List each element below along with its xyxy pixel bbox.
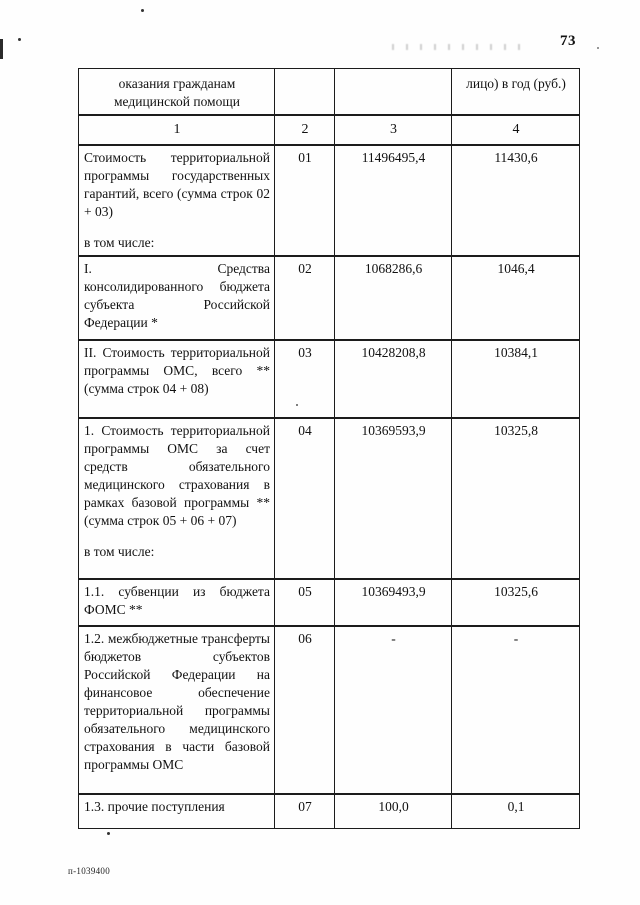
amount-total: 10428208,8	[335, 340, 452, 418]
line-number: 01	[275, 145, 335, 256]
row-sublabel: в том числе:	[84, 235, 155, 250]
amount-total: 1068286,6	[335, 256, 452, 340]
amount-total: 10369493,9	[335, 579, 452, 626]
header-col1: оказания гражданам медицинской помощи	[79, 69, 275, 116]
amount-total: 100,0	[335, 794, 452, 828]
scan-artifact	[392, 44, 532, 50]
row-label-cell	[79, 145, 275, 256]
line-number: 04	[275, 418, 335, 579]
amount-per-person: 1046,4	[452, 256, 580, 340]
header-col3	[335, 69, 452, 116]
row-sublabel: в том числе:	[84, 544, 155, 559]
amount-total: -	[335, 626, 452, 794]
table-row	[79, 418, 580, 579]
table-row	[79, 579, 580, 626]
amount-per-person: 11430,6	[452, 145, 580, 256]
row-label-cell	[79, 579, 275, 626]
row-label: I. Средства консолидированного бюджета субъекта Российской Федерации *	[84, 261, 270, 330]
page-number: 73	[560, 33, 576, 49]
line-number: 03	[275, 340, 335, 418]
amount-total: 11496495,4	[335, 145, 452, 256]
table-row	[79, 626, 580, 794]
row-label: 1.2. межбюджетные трансферты бюджетов субъектов Российской Федерации на финансовое обеспечение территориальной программы обязательного медицинского страхования в части базовой программы ОМС	[84, 631, 270, 772]
row-label: Стоимость территориальной программы государственных гарантий, всего (сумма строк 02 + 03)	[84, 150, 270, 219]
row-label-cell	[79, 256, 275, 340]
row-label: 1.3. прочие поступления	[84, 799, 225, 814]
table-row	[79, 794, 580, 828]
amount-per-person: -	[452, 626, 580, 794]
document-code: п-1039400	[68, 866, 111, 876]
amount-total: 10369593,9	[335, 418, 452, 579]
scan-artifact	[597, 47, 599, 49]
table-row	[79, 145, 580, 256]
row-label-cell	[79, 418, 275, 579]
row-label: II. Стоимость территориальной программы ОМС, всего ** (сумма строк 04 + 08)	[84, 345, 270, 396]
cost-table	[78, 68, 579, 829]
scan-artifact	[141, 9, 144, 12]
row-label-cell	[79, 794, 275, 828]
line-number: 02	[275, 256, 335, 340]
scan-artifact	[0, 39, 3, 59]
table-header-row	[79, 69, 580, 116]
col-number-1: 1	[79, 115, 275, 145]
table-row	[79, 340, 580, 418]
amount-per-person: 10325,6	[452, 579, 580, 626]
row-label-cell	[79, 626, 275, 794]
row-label-cell	[79, 340, 275, 418]
header-col2	[275, 69, 335, 116]
col-number-3: 3	[335, 115, 452, 145]
amount-per-person: 10384,1	[452, 340, 580, 418]
col-number-4: 4	[452, 115, 580, 145]
scan-artifact	[107, 832, 110, 835]
column-numbers-row	[79, 115, 580, 145]
scan-artifact	[18, 38, 21, 41]
table-row	[79, 256, 580, 340]
header-col4: лицо) в год (руб.)	[452, 69, 580, 116]
amount-per-person: 10325,8	[452, 418, 580, 579]
row-label: 1. Стоимость территориальной программы ОМС за счет средств обязательного медицинского страхования в рамках базовой программы ** (сумма строк 05 + 06 + 07)	[84, 423, 270, 528]
col-number-2: 2	[275, 115, 335, 145]
line-number: 05	[275, 579, 335, 626]
row-label: 1.1. субвенции из бюджета ФОМС **	[84, 584, 270, 617]
line-number: 07	[275, 794, 335, 828]
line-number: 06	[275, 626, 335, 794]
amount-per-person: 0,1	[452, 794, 580, 828]
